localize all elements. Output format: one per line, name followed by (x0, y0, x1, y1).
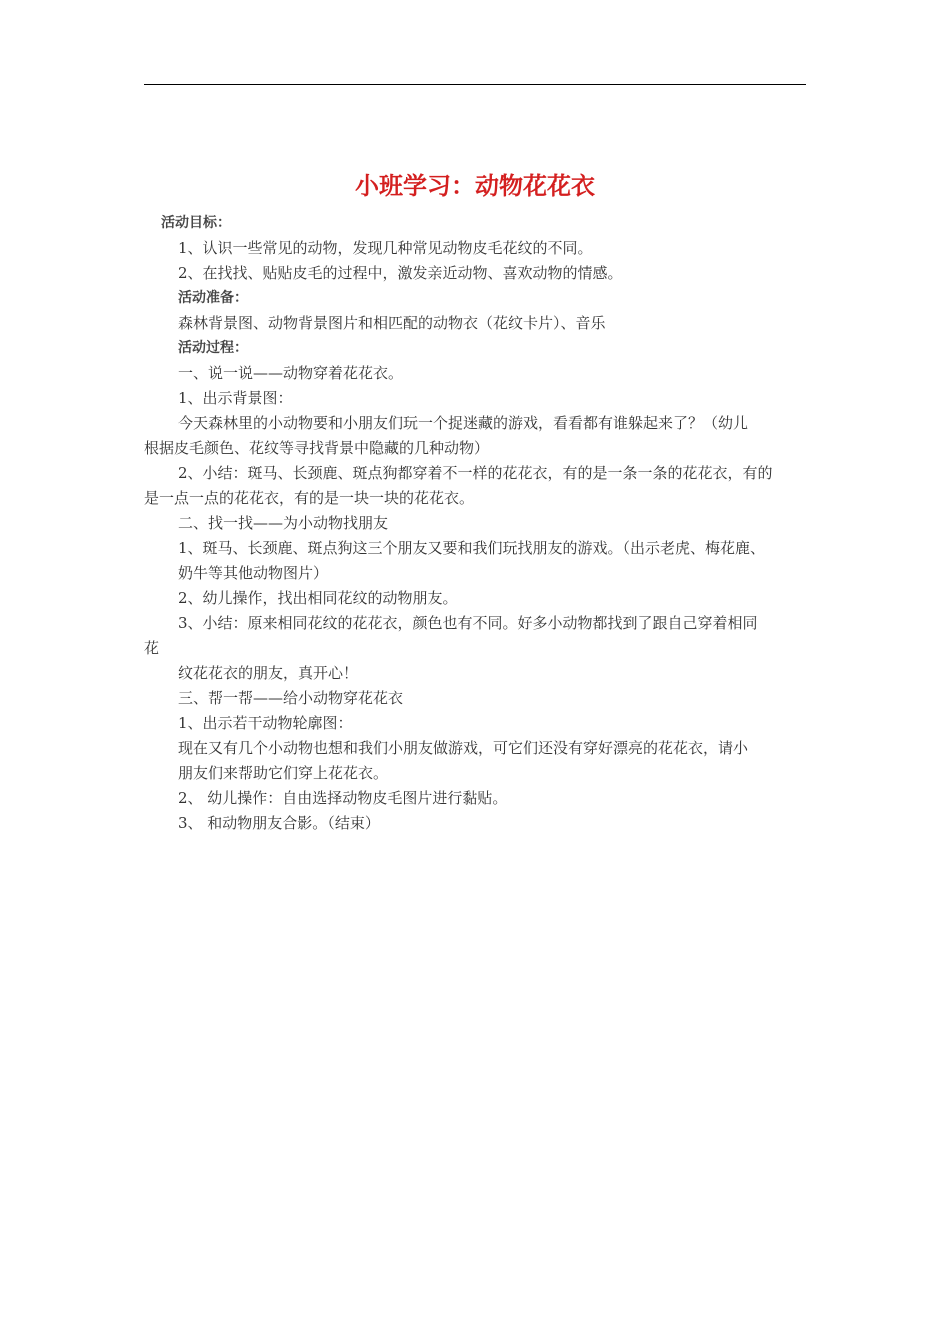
paragraph-line: 1、出示背景图： (178, 389, 293, 407)
paragraph-line: 1、出示若干动物轮廓图： (178, 714, 353, 732)
section-heading: 活动准备： (178, 290, 248, 306)
paragraph-line: 1、斑马、长颈鹿、斑点狗这三个朋友又要和我们玩找朋友的游戏。（出示老虎、梅花鹿、 (178, 539, 766, 557)
paragraph-line: 3、小结：原来相同花纹的花花衣，颜色也有不同。好多小动物都找到了跟自己穿着相同 (178, 614, 758, 632)
paragraph-line: 2、小结：斑马、长颈鹿、斑点狗都穿着不一样的花花衣，有的是一条一条的花花衣，有的 (178, 464, 773, 482)
paragraph-line: 今天森林里的小动物要和小朋友们玩一个捉迷藏的游戏，看看都有谁躲起来了？（幼儿 (178, 414, 749, 432)
paragraph-line: 2、幼儿操作，找出相同花纹的动物朋友。 (178, 589, 458, 607)
paragraph-line: 奶牛等其他动物图片） (178, 564, 329, 582)
paragraph-line: 3、 和动物朋友合影。（结束） (178, 814, 380, 832)
paragraph-line: 朋友们来帮助它们穿上花花衣。 (178, 764, 389, 782)
document-title: 小班学习：动物花花衣 (355, 172, 595, 200)
paragraph-line: 2、在找找、贴贴皮毛的过程中，激发亲近动物、喜欢动物的情感。 (178, 264, 623, 282)
paragraph-line: 花 (144, 639, 160, 657)
paragraph-line: 纹花花衣的朋友，真开心！ (178, 664, 359, 682)
header-rule (144, 84, 806, 85)
paragraph-line: 一、说一说——动物穿着花花衣。 (178, 364, 404, 382)
paragraph-line: 是一点一点的花花衣，有的是一块一块的花花衣。 (144, 489, 475, 507)
paragraph-line: 三、帮一帮——给小动物穿花花衣 (178, 689, 404, 707)
section-heading: 活动目标： (161, 215, 231, 231)
paragraph-line: 森林背景图、动物背景图片和相匹配的动物衣（花纹卡片）、音乐 (178, 314, 606, 332)
document-body (144, 211, 806, 836)
paragraph-line: 1、认识一些常见的动物，发现几种常见动物皮毛花纹的不同。 (178, 239, 593, 257)
paragraph-line: 2、 幼儿操作：自由选择动物皮毛图片进行黏贴。 (178, 789, 508, 807)
paragraph-line: 二、找一找——为小动物找朋友 (178, 514, 389, 532)
paragraph-line: 现在又有几个小动物也想和我们小朋友做游戏，可它们还没有穿好漂亮的花花衣，请小 (178, 739, 749, 757)
paragraph-line: 根据皮毛颜色、花纹等寻找背景中隐藏的几种动物） (144, 439, 490, 457)
section-heading: 活动过程： (178, 340, 248, 356)
